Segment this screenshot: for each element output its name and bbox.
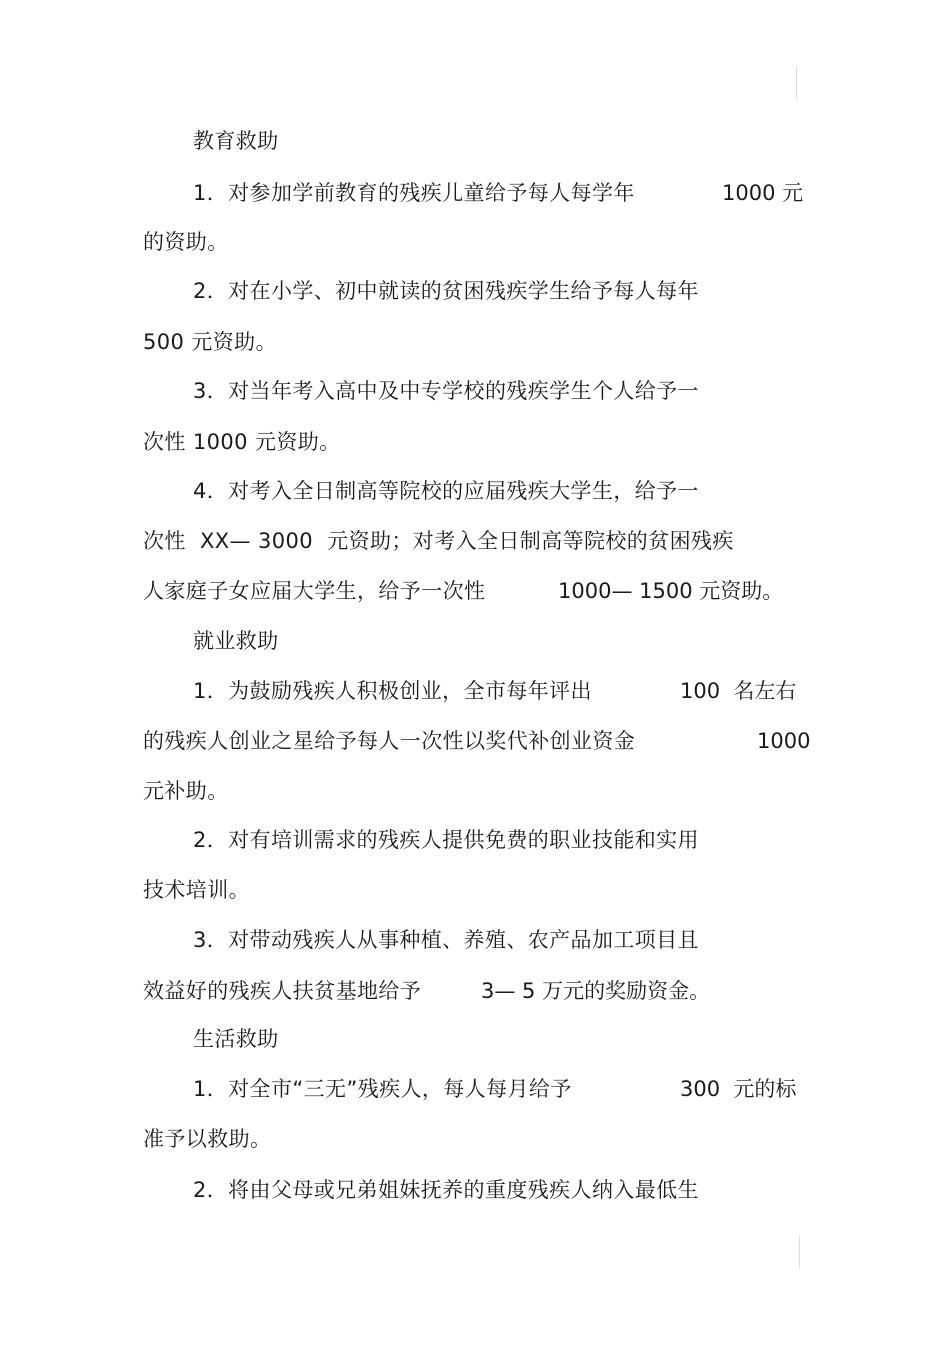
amount-text: 1000— 1500 元资助。 — [558, 579, 784, 603]
paragraph-line: 技术培训。 — [143, 878, 250, 902]
paragraph-line: 元补助。 — [143, 779, 229, 803]
paragraph-line: 3．对带动残疾人从事种植、养殖、农产品加工项目且 — [193, 928, 699, 952]
paragraph-line: 的资助。 — [143, 230, 229, 254]
paragraph-line: 2．对有培训需求的残疾人提供免费的职业技能和实用 — [193, 828, 699, 852]
paragraph-line: 3．对当年考入高中及中专学校的残疾学生个人给予一 — [193, 379, 699, 403]
paragraph-line: 2．对在小学、初中就读的贫困残疾学生给予每人每年 — [193, 279, 699, 303]
amount-text: 3— 5 万元的奖励资金。 — [481, 979, 711, 1003]
amount-text: 100 名左右 — [680, 679, 797, 703]
section-heading-living: 生活救助 — [193, 1027, 279, 1051]
amount-text: 1000 元 — [722, 181, 804, 205]
paragraph-line: 500 元资助。 — [143, 330, 277, 354]
paragraph-line: 次性 XX— 3000 元资助；对考入全日制高等院校的贫困残疾 — [143, 529, 734, 553]
margin-mark-bottom — [799, 1235, 800, 1269]
paragraph-line: 1．对全市“三无”残疾人，每人每月给予 — [193, 1077, 572, 1101]
amount-text: 300 元的标 — [680, 1077, 797, 1101]
paragraph-line: 1．对参加学前教育的残疾儿童给予每人每学年 — [193, 181, 635, 205]
section-heading-employment: 就业救助 — [193, 629, 279, 653]
amount-text: 1000 — [757, 729, 811, 753]
paragraph-line: 人家庭子女应届大学生，给予一次性 — [143, 579, 486, 603]
paragraph-line: 1．为鼓励残疾人积极创业，全市每年评出 — [193, 679, 592, 703]
paragraph-line: 准予以救助。 — [143, 1127, 272, 1151]
margin-mark-top — [796, 66, 797, 100]
paragraph-line: 次性 1000 元资助。 — [143, 430, 341, 454]
section-heading-education: 教育救助 — [193, 129, 279, 153]
paragraph-line: 效益好的残疾人扶贫基地给予 — [143, 979, 422, 1003]
paragraph-line: 的残疾人创业之星给予每人一次性以奖代补创业资金 — [143, 729, 636, 753]
paragraph-line: 4．对考入全日制高等院校的应届残疾大学生，给予一 — [193, 479, 699, 503]
paragraph-line: 2．将由父母或兄弟姐妹抚养的重度残疾人纳入最低生 — [193, 1178, 699, 1202]
